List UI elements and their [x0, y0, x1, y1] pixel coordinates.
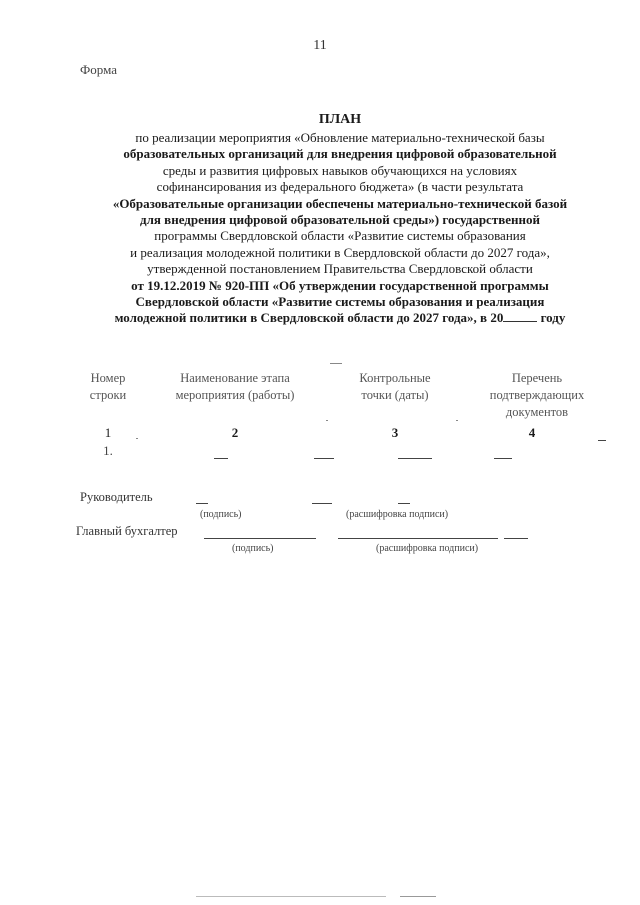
year-blank — [503, 310, 537, 322]
title-line: программы Свердловской области «Развитие системы образования — [154, 228, 526, 244]
row-mark-right — [598, 440, 606, 441]
document-title: ПЛАН — [318, 112, 362, 127]
header-documents-line-3: документов — [505, 405, 569, 419]
title-line: образовательных организаций для внедрения цифровой образовательной — [123, 146, 557, 162]
title-line: для внедрения цифровой образовательной среды») государственной — [140, 212, 540, 228]
head-label: Руководитель — [80, 490, 153, 504]
header-stage-name-line-2: мероприятия (работы) — [175, 388, 295, 402]
title-last-line-text: молодежной политики в Свердловской области до 2027 года», в 20 — [114, 310, 504, 326]
title-line: Свердловской области «Развитие системы образования и реализация — [135, 294, 545, 310]
scan-mark — [330, 363, 342, 364]
head-decoding-blank — [398, 503, 410, 504]
column-number-4: 4 — [528, 425, 536, 440]
column-number-3: 3 — [391, 425, 399, 440]
title-body — [70, 130, 610, 310]
scan-mark — [326, 420, 328, 421]
header-row-number-line-2: строки — [89, 388, 127, 402]
accountant-decoding-caption: (расшифровка подписи) — [376, 543, 479, 554]
scan-mark — [136, 438, 138, 439]
title-last-line-suffix: году — [537, 310, 566, 326]
title-block — [70, 112, 610, 327]
column-number-2: 2 — [231, 425, 239, 440]
header-documents — [462, 370, 612, 421]
header-checkpoints-line-2: точки (даты) — [361, 388, 429, 402]
accountant-label: Главный бухгалтер — [76, 524, 178, 538]
column-number-1: 1 — [104, 425, 112, 440]
form-label: Форма — [80, 62, 117, 77]
head-signature-blank — [196, 503, 208, 504]
head-decoding-caption: (расшифровка подписи) — [346, 509, 449, 520]
title-line: утвержденной постановлением Правительства Свердловской области — [147, 261, 533, 277]
header-row-number-line-1: Номер — [90, 371, 126, 385]
footer-scan-line — [400, 896, 436, 897]
header-documents-line-1: Перечень — [511, 371, 563, 385]
header-stage-name — [150, 370, 320, 404]
title-line: софинансирования из федерального бюджета» (в части результата — [156, 179, 524, 195]
header-checkpoints — [330, 370, 460, 404]
row-blank-documents — [494, 458, 512, 459]
head-signature-blank-2 — [312, 503, 332, 504]
title-line: и реализация молодежной политики в Свердловской области до 2027 года», — [130, 244, 550, 260]
accountant-signature-blank — [204, 538, 316, 539]
row-blank-dates-left — [314, 458, 334, 459]
header-row-number — [70, 370, 146, 404]
row-blank-dates — [398, 458, 432, 459]
page-number: 11 — [313, 38, 327, 53]
title-line: среды и развития цифровых навыков обучающихся на условиях — [162, 162, 518, 178]
title-last-line — [70, 310, 610, 326]
accountant-signature-caption: (подпись) — [232, 543, 274, 554]
accountant-decoding-blank — [338, 538, 498, 539]
first-row-number: 1. — [103, 443, 113, 458]
title-line: от 19.12.2019 № 920-ПП «Об утверждении государственной программы — [131, 277, 549, 293]
title-line: «Образовательные организации обеспечены материально-технической базой — [112, 195, 568, 211]
footer-scan-line — [196, 896, 386, 897]
scan-mark — [456, 420, 458, 421]
header-stage-name-line-1: Наименование этапа — [180, 371, 290, 385]
accountant-decoding-blank-2 — [504, 538, 528, 539]
header-documents-line-2: подтверждающих — [489, 388, 585, 402]
row-blank-stage — [214, 458, 228, 459]
title-line: по реализации мероприятия «Обновление материально-технической базы — [135, 130, 545, 145]
head-signature-caption: (подпись) — [200, 509, 242, 520]
header-checkpoints-line-1: Контрольные — [359, 371, 431, 385]
